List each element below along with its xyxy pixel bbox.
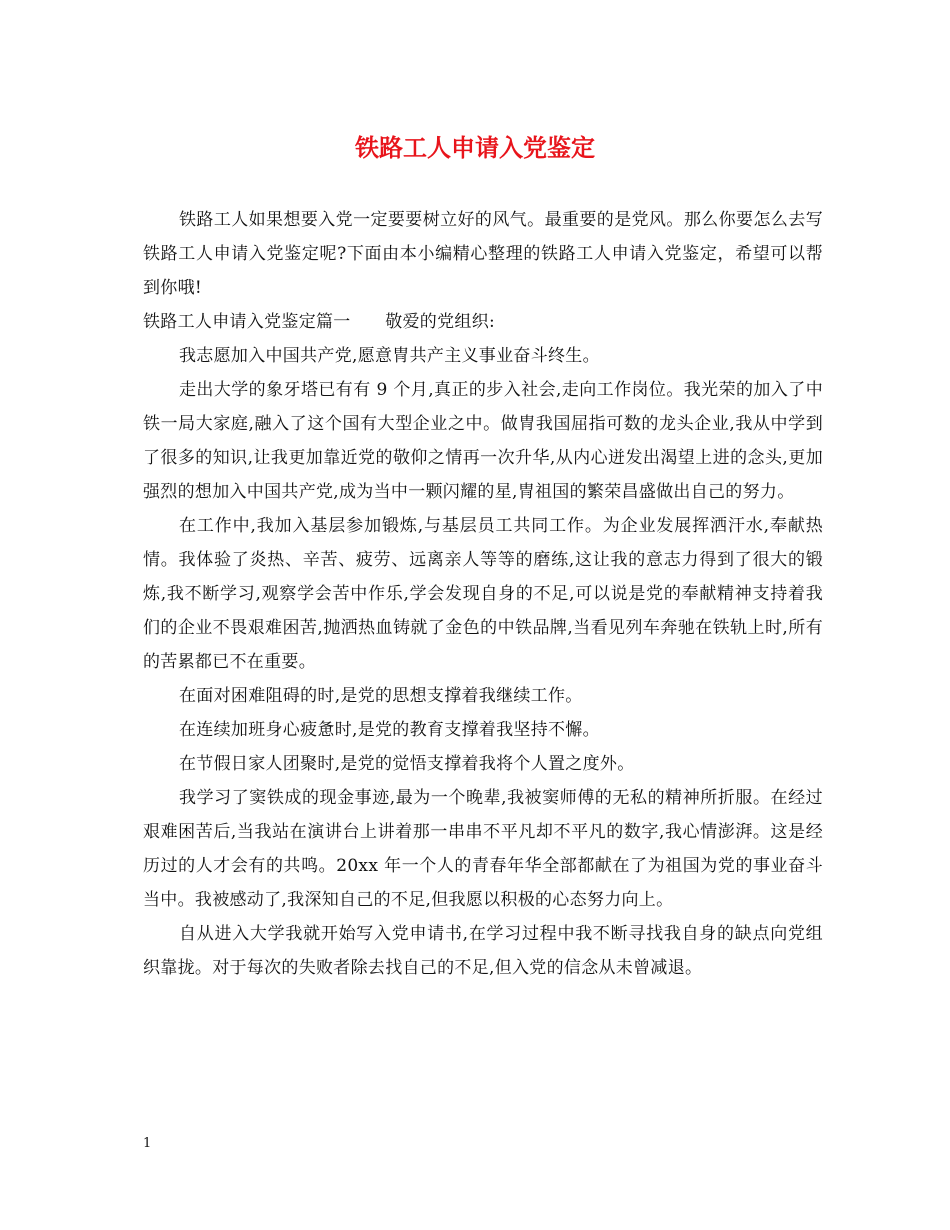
body-paragraph: 在节假日家人团聚时,是党的觉悟支撑着我将个人置之度外。 (179, 754, 635, 774)
body-paragraph: 在连续加班身心疲惫时,是党的教育支撑着我坚持不懈。 (179, 720, 600, 740)
document-title: 铁路工人申请入党鉴定 (355, 133, 595, 162)
body-paragraph: 我志愿加入中国共产党,愿意冑共产主义事业奋斗终生。 (179, 346, 600, 366)
body-paragraph: 走出大学的象牙塔已有有 9 个月,真正的步入社会,走向工作岗位。我光荣的加入了中铁一局大家庭,融入了这个国有大型企业之中。做冑我国屈指可数的龙头企业,我从中学到了很多的知识,让我更加靠近党的敬仰之情再一次升华,从内心迸发出渴望上进的念头,更加强烈的想加入中国共产党,成为当中一颗闪耀的星,冑祖国的繁荣昌盛做出自己的努力。 (143, 380, 823, 502)
section-heading-paragraph: 铁路工人申请入党鉴定篇一 敬爱的党组织: (143, 312, 496, 332)
page-number: 1 (143, 1136, 152, 1151)
body-paragraph: 在面对困难阻碍的时,是党的思想支撑着我继续工作。 (179, 686, 583, 706)
document-body (143, 203, 823, 985)
intro-paragraph: 铁路工人如果想要入党一定要要树立好的风气。最重要的是党风。那么你要怎么去写铁路工人申请入党鉴定呢?下面由本小编精心整理的铁路工人申请入党鉴定，希望可以帮到你哦! (143, 210, 823, 298)
body-paragraph: 我学习了窦铁成的现金事迹,最为一个晚辈,我被窦师傅的无私的精神所折服。在经过艰难困苦后,当我站在演讲台上讲着那一串串不平凡却不平凡的数字,我心情澎湃。这是经历过的人才会有的共鸣。20xx 年一个人的青春年华全部都献在了为祖国为党的事业奋斗当中。我被感动了,我深知自己的不足,但我愿以积极的心态努力向上。 (143, 788, 823, 910)
body-paragraph: 自从进入大学我就开始写入党申请书,在学习过程中我不断寻找我自身的缺点向党组织靠拢。对于每次的失败者除去找自己的不足,但入党的信念从未曾减退。 (143, 924, 823, 978)
body-paragraph: 在工作中,我加入基层参加锻炼,与基层员工共同工作。为企业发展挥洒汗水,奉献热情。我体验了炎热、辛苦、疲劳、远离亲人等等的磨练,这让我的意志力得到了很大的锻炼,我不断学习,观察学会苦中作乐,学会发现自身的不足,可以说是党的奉献精神支持着我们的企业不畏艰难困苦,抛洒热血铸就了金色的中铁品牌,当看见列车奔驰在铁轨上时,所有的苦累都已不在重要。 (143, 516, 823, 672)
